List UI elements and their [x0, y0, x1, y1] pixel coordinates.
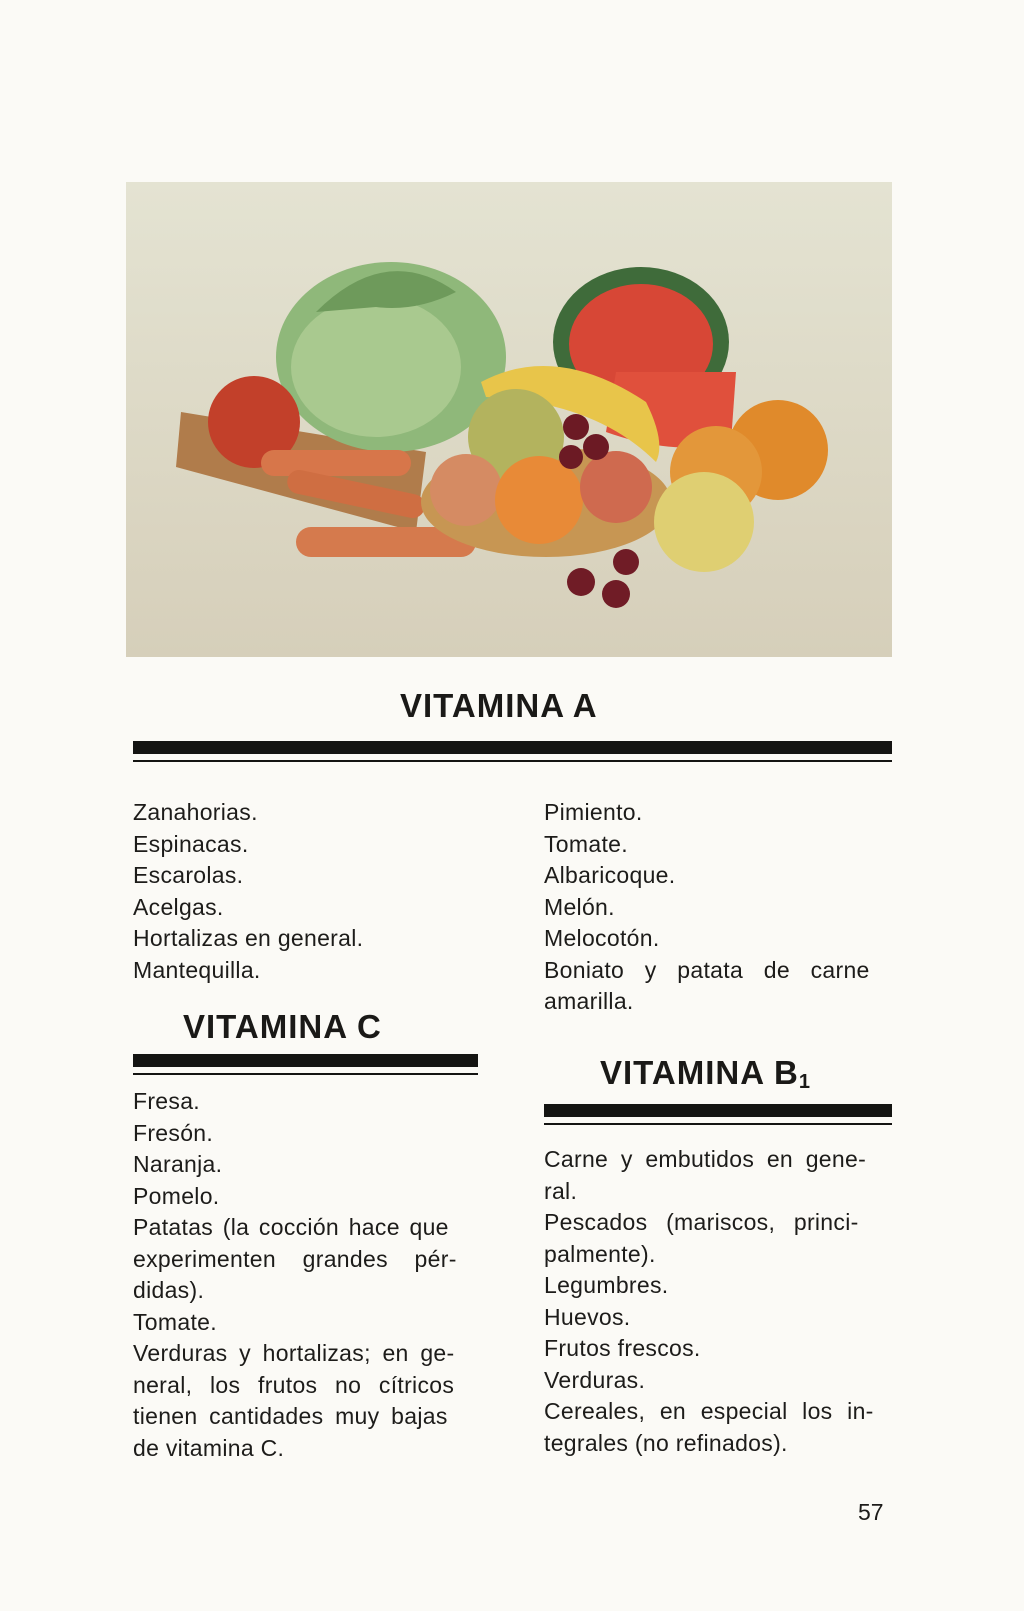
vitamin-b1-list — [544, 1144, 892, 1459]
list-item: Hortalizas en general. — [133, 925, 364, 951]
vitamin-a-rule — [133, 741, 892, 762]
list-item: Boniato y patata de carne — [544, 956, 870, 983]
list-item: Albaricoque. — [544, 862, 676, 888]
list-item: ral. — [544, 1177, 578, 1204]
list-item: Patatas (la cocción hace que — [133, 1214, 449, 1240]
list-item: Acelgas. — [133, 893, 224, 920]
list-item: Frutos frescos. — [544, 1335, 701, 1361]
list-item: Espinacas. — [133, 830, 249, 857]
list-item: neral, los frutos no cítricos — [133, 1371, 455, 1398]
list-item: didas). — [133, 1277, 205, 1303]
list-item: Mantequilla. — [133, 956, 261, 983]
list-item: Legumbres. — [544, 1272, 669, 1298]
vitamin-b1-title: VITAMINA B — [600, 1054, 799, 1091]
page-number: 57 — [858, 1499, 884, 1525]
list-item: Naranja. — [133, 1151, 223, 1177]
vitamin-a-heading: VITAMINA A — [400, 687, 598, 724]
list-item: Zanahorias. — [133, 799, 258, 825]
vitamin-b1-heading — [600, 1053, 810, 1102]
list-item: Melocotón. — [544, 925, 660, 951]
list-item: Tomate. — [544, 830, 628, 857]
list-item: Tomate. — [133, 1308, 217, 1335]
vitamin-b1-rule — [544, 1104, 892, 1125]
vitamin-b1-subscript: 1 — [798, 1071, 810, 1093]
vitamin-c-list — [133, 1086, 478, 1464]
list-item: Pomelo. — [133, 1182, 220, 1209]
list-item: tegrales (no refinados). — [544, 1429, 788, 1456]
list-item: Carne y embutidos en gene- — [544, 1146, 867, 1172]
list-item: amarilla. — [544, 988, 634, 1014]
vitamin-c-heading: VITAMINA C — [183, 1008, 382, 1045]
fruit-vegetable-photo — [126, 182, 892, 657]
vitamin-c-rule — [133, 1054, 478, 1075]
list-item: de vitamina C. — [133, 1434, 285, 1461]
list-item: Verduras y hortalizas; en ge- — [133, 1340, 455, 1366]
list-item: tienen cantidades muy bajas — [133, 1403, 448, 1429]
list-item: Fresón. — [133, 1119, 214, 1146]
vitamin-a-list-right — [544, 797, 890, 1018]
list-item: Escarolas. — [133, 862, 244, 888]
list-item: experimenten grandes pér- — [133, 1245, 457, 1272]
vitamin-a-list-left — [133, 797, 473, 986]
fruit-vegetable-illustration — [126, 182, 892, 657]
list-item: Cereales, en especial los in- — [544, 1398, 874, 1424]
list-item: Pescados (mariscos, princi- — [544, 1209, 859, 1235]
list-item: Fresa. — [133, 1088, 200, 1114]
list-item: palmente). — [544, 1240, 656, 1267]
list-item: Huevos. — [544, 1303, 631, 1330]
list-item: Verduras. — [544, 1366, 646, 1393]
list-item: Pimiento. — [544, 799, 643, 825]
list-item: Melón. — [544, 893, 615, 920]
